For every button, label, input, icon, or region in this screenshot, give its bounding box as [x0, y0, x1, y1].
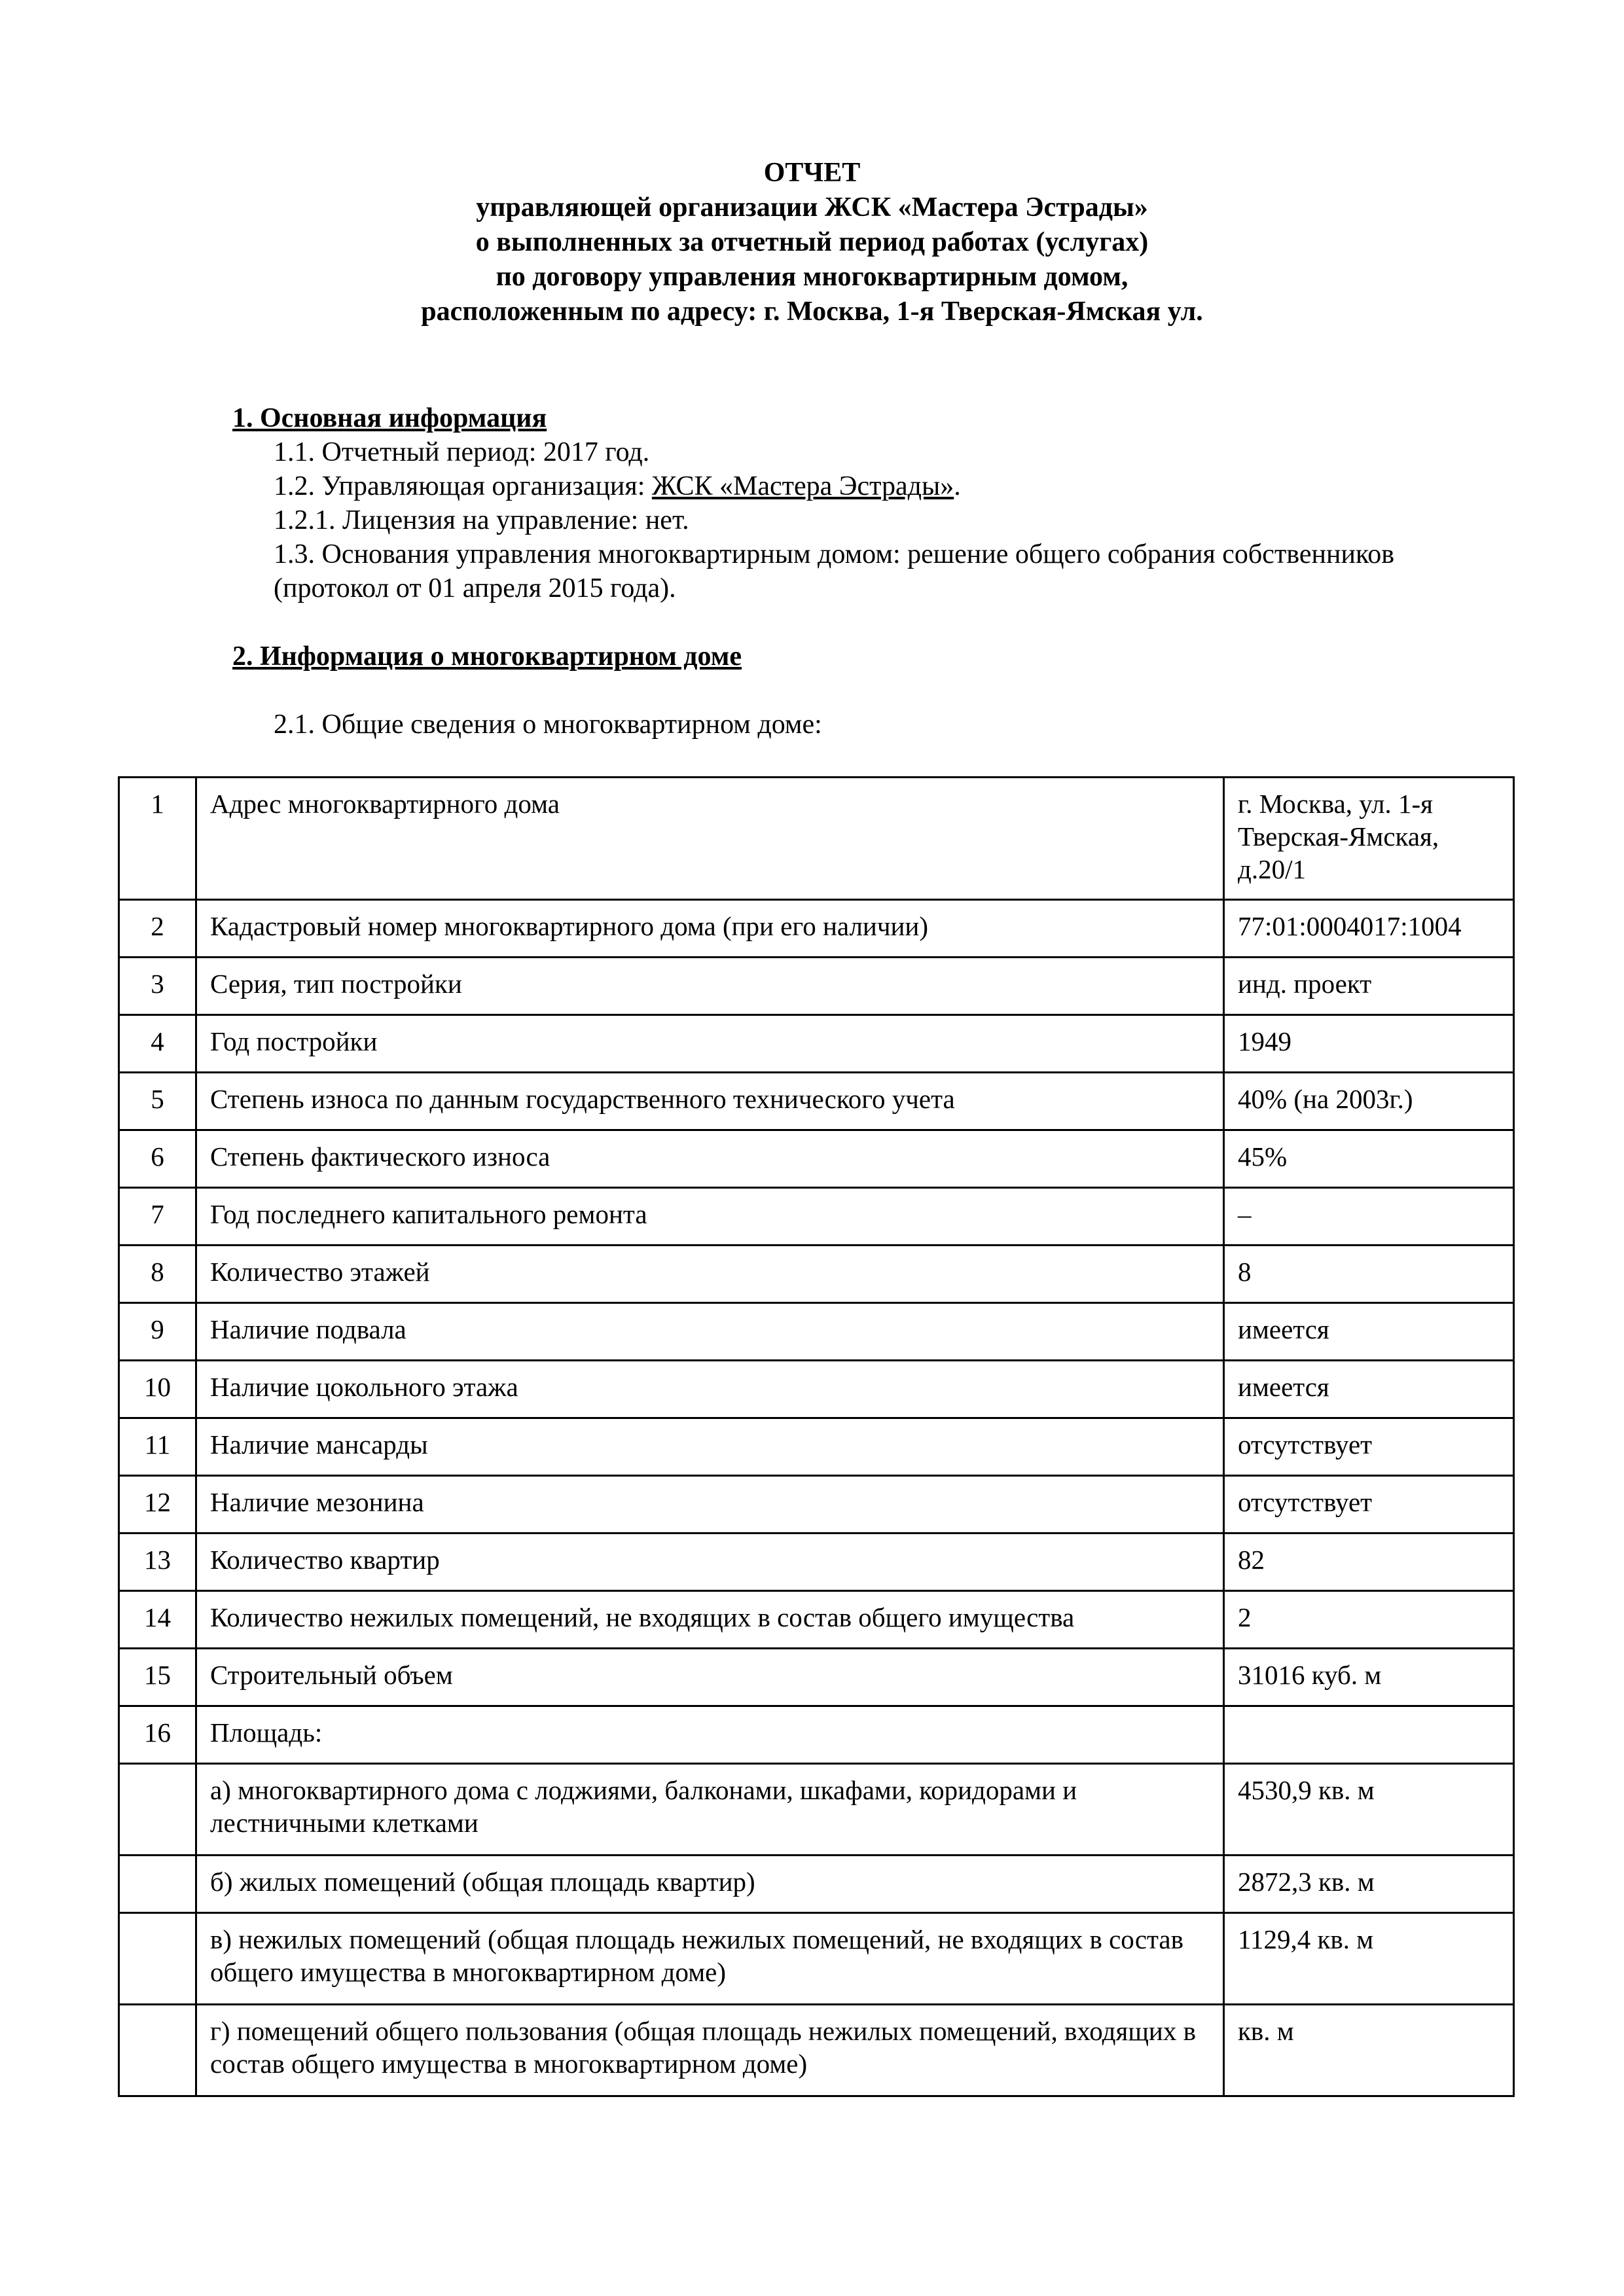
row-number: 16: [119, 1706, 196, 1764]
row-label: Площадь:: [196, 1706, 1224, 1764]
row-label: Кадастровый номер многоквартирного дома (при его наличии): [196, 900, 1224, 958]
row-value: 4530,9 кв. м: [1224, 1764, 1514, 1856]
row-number: 2: [119, 900, 196, 958]
row-label: б) жилых помещений (общая площадь квартир): [196, 1856, 1224, 1913]
table-row: [119, 1649, 1514, 1706]
row-label: Наличие цокольного этажа: [196, 1361, 1224, 1418]
row-number: 15: [119, 1649, 196, 1706]
row-value: 31016 куб. м: [1224, 1649, 1514, 1706]
table-row: [119, 1015, 1514, 1073]
row-label: Адрес многоквартирного дома: [196, 778, 1224, 900]
row-number: 5: [119, 1073, 196, 1130]
row-value: отсутствует: [1224, 1418, 1514, 1476]
management-basis-line-1: 1.3. Основания управления многоквартирным домом: решение общего собрания собственников: [274, 539, 1395, 569]
row-value: инд. проект: [1224, 958, 1514, 1015]
table-row: [119, 900, 1514, 958]
row-number: [119, 1913, 196, 2005]
row-value: 2872,3 кв. м: [1224, 1856, 1514, 1913]
row-number: 7: [119, 1188, 196, 1246]
row-label: Наличие мезонина: [196, 1476, 1224, 1534]
row-value: –: [1224, 1188, 1514, 1246]
table-row: [119, 1303, 1514, 1361]
row-number: 14: [119, 1591, 196, 1649]
row-value: имеется: [1224, 1303, 1514, 1361]
title-line-4: по договору управления многоквартирным домом,: [496, 262, 1128, 292]
row-label: а) многоквартирного дома с лоджиями, балконами, шкафами, коридорами и лестничными клетками: [196, 1764, 1224, 1856]
table-row: [119, 778, 1514, 900]
reporting-period: 1.1. Отчетный период: 2017 год.: [274, 437, 650, 467]
row-value: 2: [1224, 1591, 1514, 1649]
section-2-heading: 2. Информация о многоквартирном доме: [232, 641, 742, 672]
row-value: 82: [1224, 1534, 1514, 1591]
row-number: [119, 1856, 196, 1913]
row-number: 11: [119, 1418, 196, 1476]
license-info: 1.2.1. Лицензия на управление: нет.: [274, 505, 689, 535]
row-number: 9: [119, 1303, 196, 1361]
table-row: [119, 1361, 1514, 1418]
row-value: [1224, 1706, 1514, 1764]
row-label: Год последнего капитального ремонта: [196, 1188, 1224, 1246]
row-value: 1949: [1224, 1015, 1514, 1073]
row-label: Количество квартир: [196, 1534, 1224, 1591]
general-info-caption: 2.1. Общие сведения о многоквартирном доме:: [274, 709, 822, 740]
management-basis-line-2: (протокол от 01 апреля 2015 года).: [274, 573, 676, 603]
table-row: [119, 1188, 1514, 1246]
section-1-heading: 1. Основная информация: [232, 403, 547, 433]
building-info-table-body: [119, 778, 1514, 2096]
row-value: г. Москва, ул. 1-я Тверская-Ямская, д.20/1: [1224, 778, 1514, 900]
row-value: 8: [1224, 1246, 1514, 1303]
row-value: 77:01:0004017:1004: [1224, 900, 1514, 958]
report-title: [0, 156, 1624, 329]
row-number: [119, 2005, 196, 2096]
table-row: [119, 1476, 1514, 1534]
management-organization: [274, 469, 961, 504]
table-row: [119, 1856, 1514, 1913]
table-row: [119, 1418, 1514, 1476]
row-value: имеется: [1224, 1361, 1514, 1418]
table-row: [119, 1764, 1514, 1856]
table-row: [119, 1534, 1514, 1591]
table-row: [119, 958, 1514, 1015]
row-label: Наличие мансарды: [196, 1418, 1224, 1476]
table-row: [119, 1130, 1514, 1188]
row-label: Наличие подвала: [196, 1303, 1224, 1361]
row-number: 8: [119, 1246, 196, 1303]
table-row: [119, 1591, 1514, 1649]
table-row: [119, 1073, 1514, 1130]
row-number: 6: [119, 1130, 196, 1188]
row-number: 12: [119, 1476, 196, 1534]
row-number: 3: [119, 958, 196, 1015]
row-label: г) помещений общего пользования (общая площадь нежилых помещений, входящих в состав общего имущества в многоквартирном доме): [196, 2005, 1224, 2096]
table-row: [119, 2005, 1514, 2096]
title-line-3: о выполненных за отчетный период работах (услугах): [475, 227, 1149, 257]
row-value: кв. м: [1224, 2005, 1514, 2096]
title-line-5: расположенным по адресу: г. Москва, 1-я Тверская-Ямская ул.: [421, 296, 1203, 327]
row-label: Строительный объем: [196, 1649, 1224, 1706]
row-label: Год постройки: [196, 1015, 1224, 1073]
title-line-1: ОТЧЕТ: [763, 158, 861, 188]
title-line-2: управляющей организации ЖСК «Мастера Эстрады»: [476, 192, 1148, 223]
management-organization-link[interactable]: ЖСК «Мастера Эстрады»: [651, 471, 954, 501]
row-label: Степень фактического износа: [196, 1130, 1224, 1188]
management-organization-suffix: .: [954, 471, 961, 501]
row-value: 1129,4 кв. м: [1224, 1913, 1514, 2005]
management-organization-label: 1.2. Управляющая организация:: [274, 471, 652, 501]
row-label: Количество этажей: [196, 1246, 1224, 1303]
row-value: 45%: [1224, 1130, 1514, 1188]
row-value: отсутствует: [1224, 1476, 1514, 1534]
row-number: 1: [119, 778, 196, 900]
row-value: 40% (на 2003г.): [1224, 1073, 1514, 1130]
row-number: 13: [119, 1534, 196, 1591]
table-row: [119, 1246, 1514, 1303]
row-label: в) нежилых помещений (общая площадь нежилых помещений, не входящих в состав общего имущества в многоквартирном доме): [196, 1913, 1224, 2005]
row-number: [119, 1764, 196, 1856]
table-row: [119, 1706, 1514, 1764]
row-number: 4: [119, 1015, 196, 1073]
table-row: [119, 1913, 1514, 2005]
row-label: Степень износа по данным государственного технического учета: [196, 1073, 1224, 1130]
row-number: 10: [119, 1361, 196, 1418]
row-label: Серия, тип постройки: [196, 958, 1224, 1015]
building-info-table: [118, 776, 1515, 2097]
row-label: Количество нежилых помещений, не входящих в состав общего имущества: [196, 1591, 1224, 1649]
